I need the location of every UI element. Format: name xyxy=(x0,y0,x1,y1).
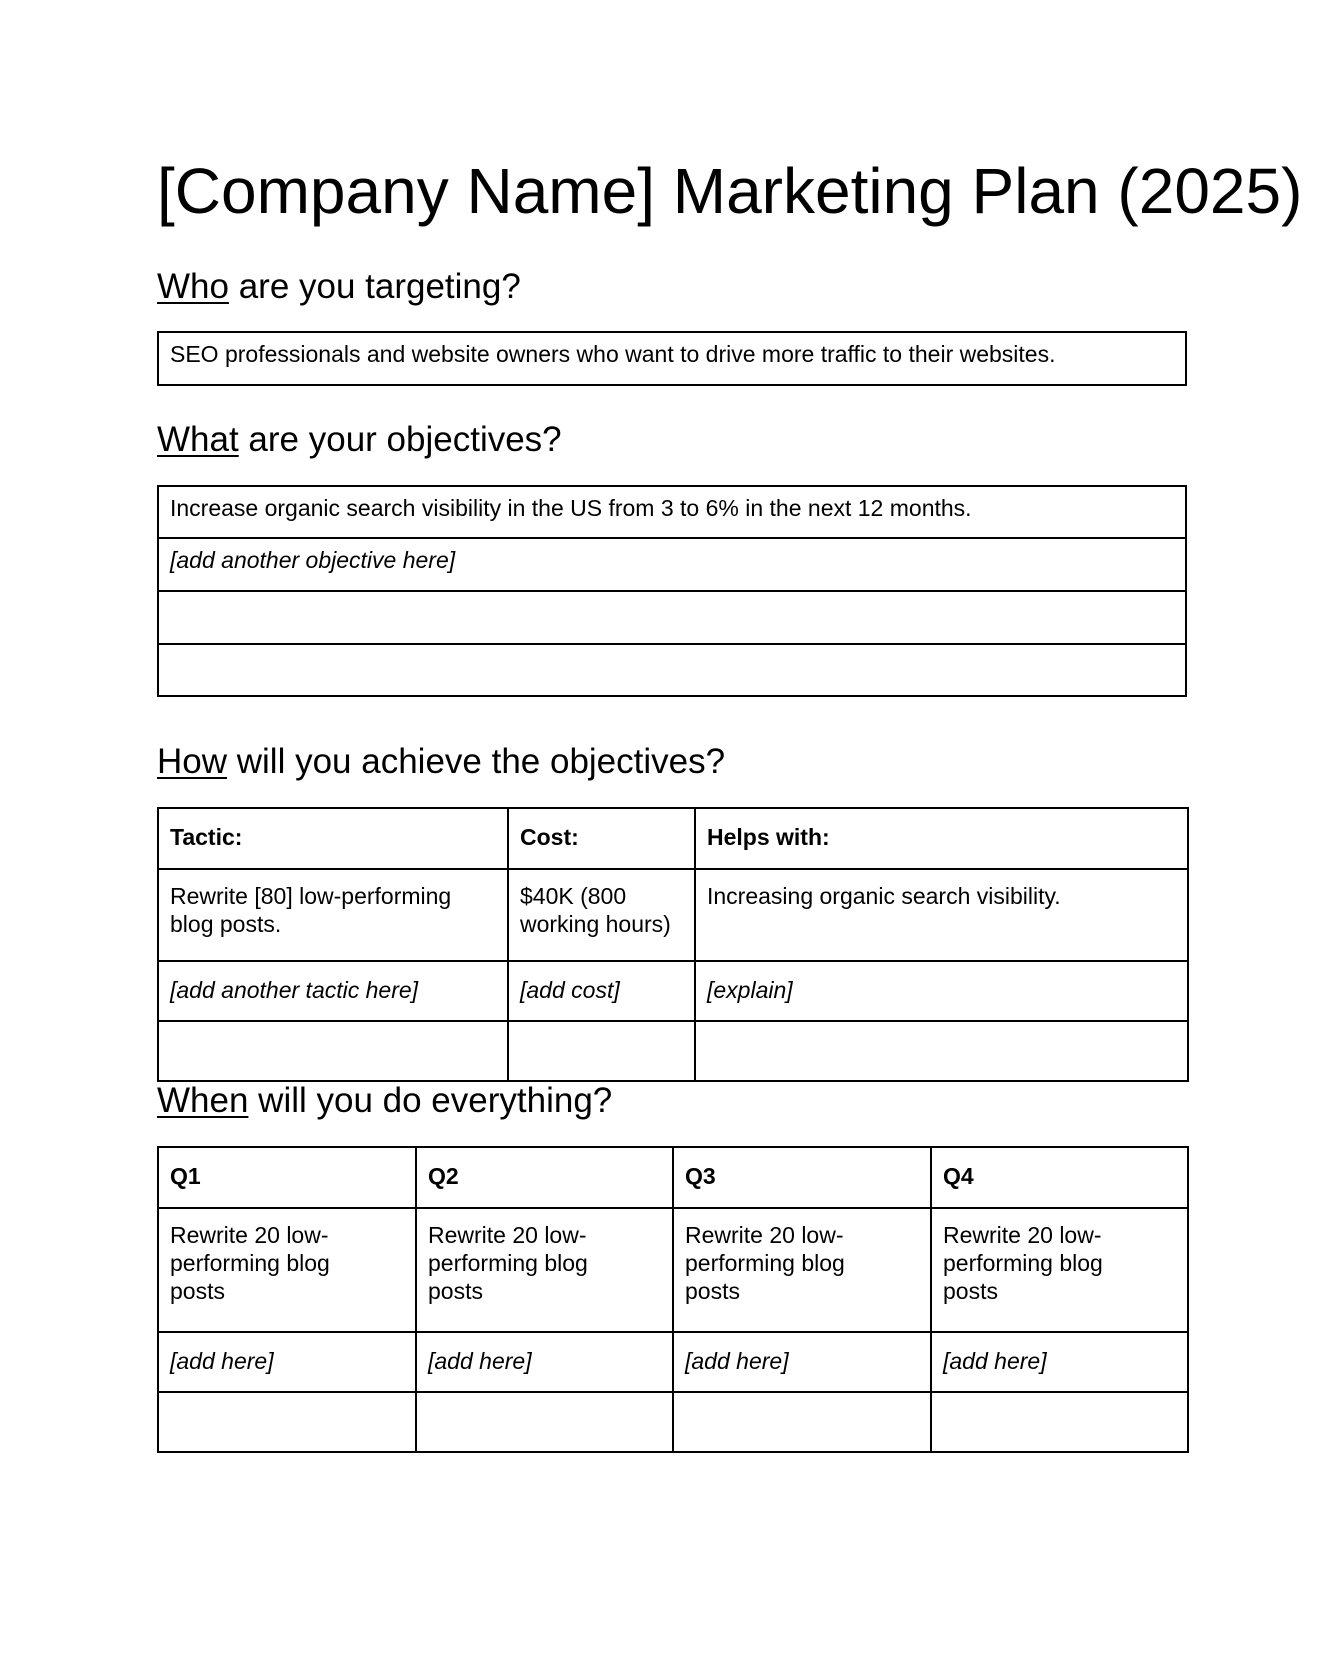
q1-cell[interactable]: [add here] xyxy=(158,1332,416,1392)
table-row xyxy=(158,332,1186,385)
table-row xyxy=(158,538,1186,591)
heading-rest: will you do everything? xyxy=(248,1081,613,1120)
objective-cell[interactable]: [add another objective here] xyxy=(158,538,1186,591)
column-header-tactic: Tactic: xyxy=(158,808,508,869)
objective-cell[interactable] xyxy=(158,644,1186,696)
table-row xyxy=(158,1208,1188,1332)
column-header-helps-with: Helps with: xyxy=(695,808,1188,869)
table-row xyxy=(158,1392,1188,1452)
helps-with-cell[interactable]: [explain] xyxy=(695,961,1188,1021)
heading-keyword: When xyxy=(157,1081,249,1120)
table-row xyxy=(158,1021,1188,1081)
heading-keyword: What xyxy=(157,420,239,459)
table-row xyxy=(158,644,1186,696)
heading-how xyxy=(157,741,725,783)
q2-cell[interactable]: Rewrite 20 low-performing blog posts xyxy=(416,1208,673,1332)
table-header-row xyxy=(158,1147,1188,1208)
column-header-q2: Q2 xyxy=(416,1147,673,1208)
q2-cell[interactable]: [add here] xyxy=(416,1332,673,1392)
heading-what xyxy=(157,419,562,461)
column-header-q4: Q4 xyxy=(931,1147,1188,1208)
column-header-q1: Q1 xyxy=(158,1147,416,1208)
who-table xyxy=(157,331,1187,386)
heading-rest: will you achieve the objectives? xyxy=(227,742,726,781)
q1-cell[interactable] xyxy=(158,1392,416,1452)
tactic-cell[interactable] xyxy=(158,1021,508,1081)
objectives-table xyxy=(157,485,1187,697)
heading-keyword: How xyxy=(157,742,228,781)
q4-cell[interactable]: Rewrite 20 low-performing blog posts xyxy=(931,1208,1188,1332)
heading-rest: are your objectives? xyxy=(238,420,562,459)
table-header-row xyxy=(158,808,1188,869)
table-row xyxy=(158,1332,1188,1392)
cost-cell[interactable] xyxy=(508,1021,695,1081)
q2-cell[interactable] xyxy=(416,1392,673,1452)
q3-cell[interactable]: Rewrite 20 low-performing blog posts xyxy=(673,1208,931,1332)
heading-rest: are you targeting? xyxy=(228,267,521,306)
table-row xyxy=(158,591,1186,644)
helps-with-cell[interactable]: Increasing organic search visibility. xyxy=(695,869,1188,961)
q3-cell[interactable] xyxy=(673,1392,931,1452)
heading-keyword: Who xyxy=(157,267,229,306)
q4-cell[interactable]: [add here] xyxy=(931,1332,1188,1392)
helps-with-cell[interactable] xyxy=(695,1021,1188,1081)
q4-cell[interactable] xyxy=(931,1392,1188,1452)
document-title: [Company Name] Marketing Plan (2025) xyxy=(157,155,1303,227)
column-header-q3: Q3 xyxy=(673,1147,931,1208)
table-row xyxy=(158,486,1186,538)
heading-who xyxy=(157,266,521,308)
table-row xyxy=(158,869,1188,961)
tactic-cell[interactable]: [add another tactic here] xyxy=(158,961,508,1021)
objective-cell[interactable]: Increase organic search visibility in the US from 3 to 6% in the next 12 months. xyxy=(158,486,1186,538)
target-audience-cell[interactable]: SEO professionals and website owners who want to drive more traffic to their websites. xyxy=(158,332,1186,385)
tactics-table xyxy=(157,807,1189,1082)
timeline-table xyxy=(157,1146,1189,1453)
q1-cell[interactable]: Rewrite 20 low-performing blog posts xyxy=(158,1208,416,1332)
cost-cell[interactable]: [add cost] xyxy=(508,961,695,1021)
cost-cell[interactable]: $40K (800 working hours) xyxy=(508,869,695,961)
tactic-cell[interactable]: Rewrite [80] low-performing blog posts. xyxy=(158,869,508,961)
q3-cell[interactable]: [add here] xyxy=(673,1332,931,1392)
table-row xyxy=(158,961,1188,1021)
heading-when xyxy=(157,1080,612,1122)
objective-cell[interactable] xyxy=(158,591,1186,644)
column-header-cost: Cost: xyxy=(508,808,695,869)
